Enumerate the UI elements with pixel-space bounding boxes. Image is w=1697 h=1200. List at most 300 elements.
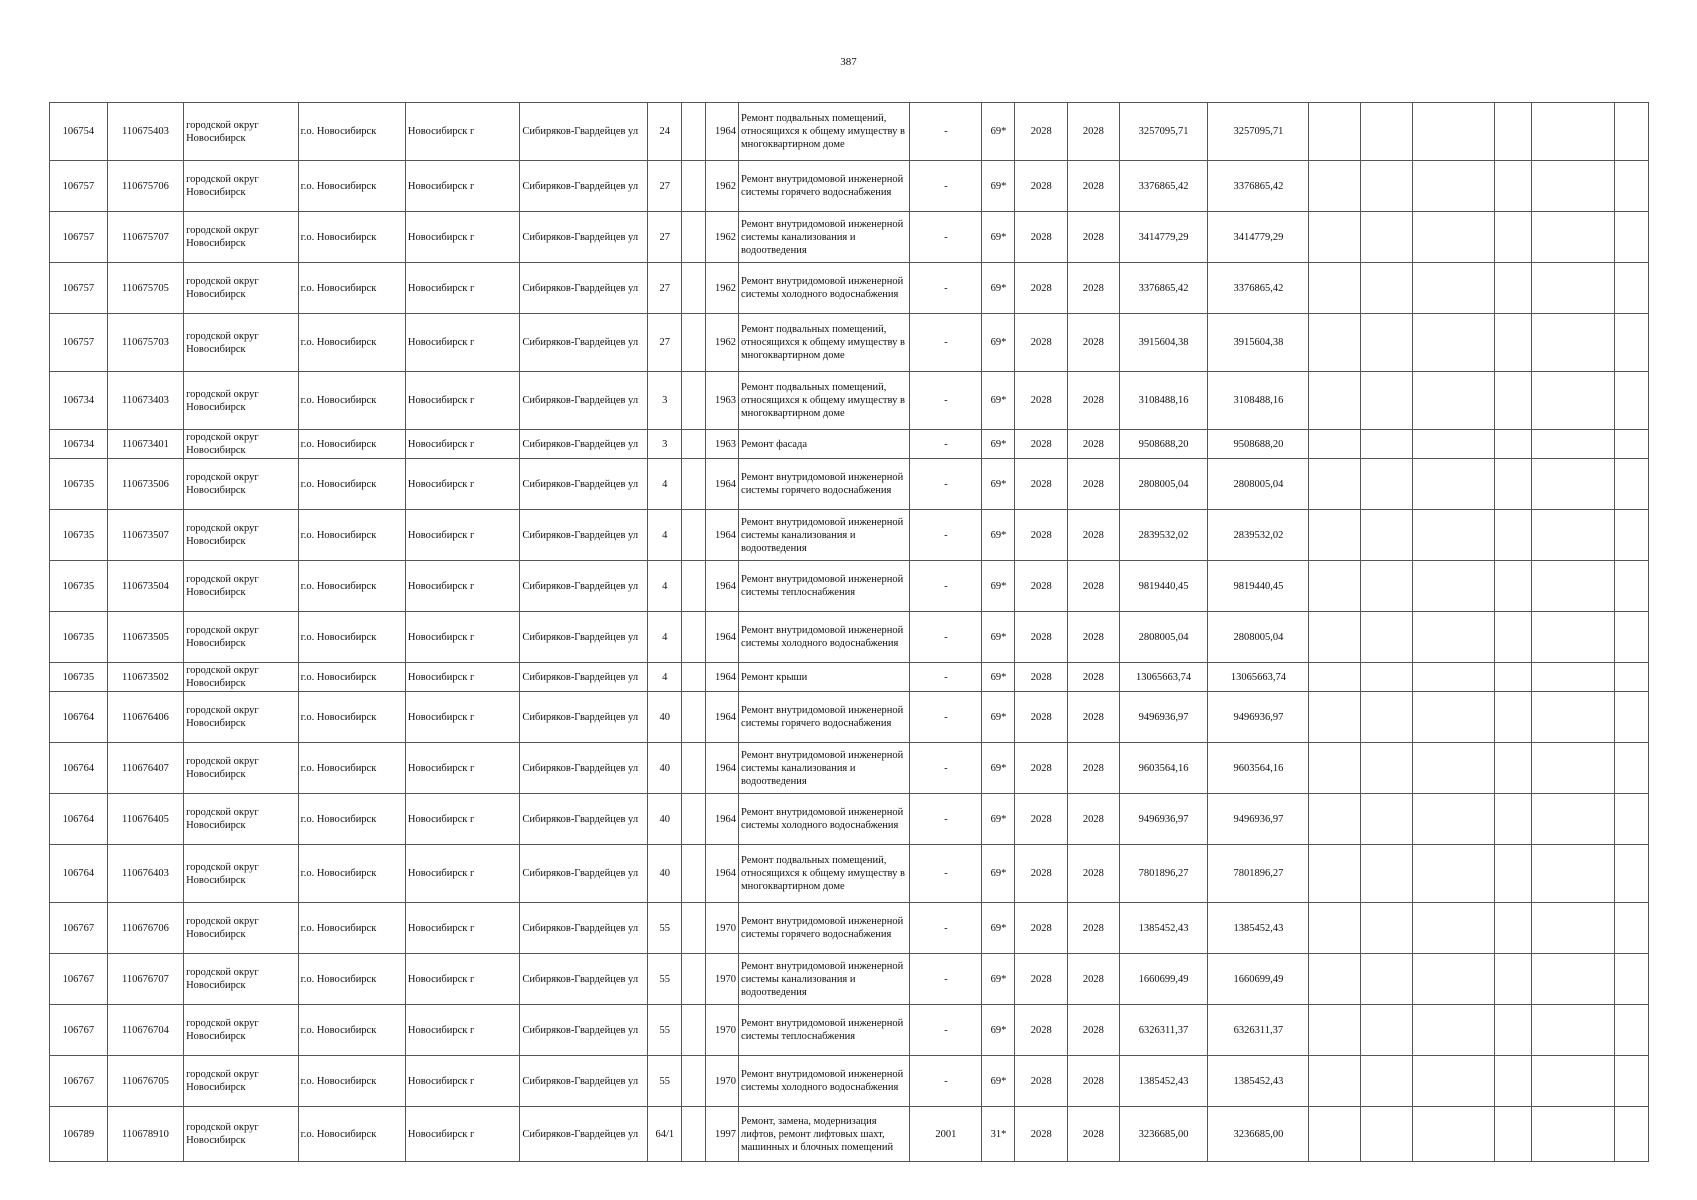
row-total: 2808005,04 [1208, 459, 1309, 510]
row-code: 110676403 [107, 845, 183, 903]
row-district: г.о. Новосибирск [298, 692, 405, 743]
row-empty-cell [1309, 663, 1361, 692]
row-empty-cell [1532, 372, 1615, 430]
row-empty-cell [1412, 692, 1495, 743]
table-row [50, 561, 1649, 612]
row-empty-cell [1309, 954, 1361, 1005]
row-cost: 9819440,45 [1119, 561, 1208, 612]
row-empty-cell [1532, 561, 1615, 612]
row-year-commission: - [910, 561, 982, 612]
row-district: г.о. Новосибирск [298, 212, 405, 263]
row-year: 1964 [706, 612, 739, 663]
row-district: г.о. Новосибирск [298, 845, 405, 903]
row-settlement: Новосибирск г [405, 692, 520, 743]
row-cost: 3376865,42 [1119, 263, 1208, 314]
table-row [50, 161, 1649, 212]
row-id: 106735 [50, 510, 108, 561]
row-empty-cell [1532, 1056, 1615, 1107]
row-house: 4 [648, 561, 682, 612]
row-empty-cell [1614, 903, 1648, 954]
row-district: г.о. Новосибирск [298, 314, 405, 372]
row-empty-cell [1495, 459, 1532, 510]
row-id: 106764 [50, 692, 108, 743]
row-wear: 69* [982, 794, 1015, 845]
row-year: 1964 [706, 510, 739, 561]
row-empty-cell [1495, 794, 1532, 845]
row-settlement: Новосибирск г [405, 1056, 520, 1107]
row-cost: 1385452,43 [1119, 903, 1208, 954]
row-empty-cell [1412, 663, 1495, 692]
row-settlement: Новосибирск г [405, 794, 520, 845]
row-work: Ремонт внутридомовой инженерной системы холодного водоснабжения [739, 1056, 910, 1107]
row-work: Ремонт внутридомовой инженерной системы холодного водоснабжения [739, 263, 910, 314]
row-empty-cell [1614, 161, 1648, 212]
row-total: 13065663,74 [1208, 663, 1309, 692]
row-empty-cell [1309, 510, 1361, 561]
row-house: 40 [648, 845, 682, 903]
row-id: 106789 [50, 1107, 108, 1162]
row-cost: 3376865,42 [1119, 161, 1208, 212]
row-plan-start: 2028 [1015, 794, 1068, 845]
row-district: г.о. Новосибирск [298, 430, 405, 459]
row-code: 110676407 [107, 743, 183, 794]
row-empty-cell [1361, 663, 1413, 692]
row-year: 1964 [706, 663, 739, 692]
row-id: 106757 [50, 314, 108, 372]
row-work: Ремонт, замена, модернизация лифтов, ремонт лифтовых шахт, машинных и блочных помещений [739, 1107, 910, 1162]
table-body [50, 103, 1649, 1162]
row-municipality: городской округ Новосибирск [184, 663, 299, 692]
table-row [50, 263, 1649, 314]
row-empty-cell [1532, 1005, 1615, 1056]
row-year-commission: 2001 [910, 1107, 982, 1162]
row-house: 40 [648, 743, 682, 794]
row-empty-cell [1614, 372, 1648, 430]
row-district: г.о. Новосибирск [298, 663, 405, 692]
row-house: 4 [648, 612, 682, 663]
row-year: 1962 [706, 212, 739, 263]
row-work: Ремонт подвальных помещений, относящихся к общему имуществу в многоквартирном доме [739, 103, 910, 161]
row-building [682, 663, 706, 692]
table-row [50, 612, 1649, 663]
row-total: 3376865,42 [1208, 263, 1309, 314]
row-year-commission: - [910, 794, 982, 845]
row-empty-cell [1361, 743, 1413, 794]
row-cost: 9496936,97 [1119, 794, 1208, 845]
table-row [50, 845, 1649, 903]
row-year-commission: - [910, 903, 982, 954]
row-plan-end: 2028 [1068, 510, 1120, 561]
row-empty-cell [1495, 430, 1532, 459]
row-district: г.о. Новосибирск [298, 161, 405, 212]
row-cost: 9496936,97 [1119, 692, 1208, 743]
row-empty-cell [1412, 161, 1495, 212]
row-year: 1970 [706, 1005, 739, 1056]
row-code: 110675403 [107, 103, 183, 161]
row-settlement: Новосибирск г [405, 459, 520, 510]
row-code: 110676707 [107, 954, 183, 1005]
row-plan-end: 2028 [1068, 263, 1120, 314]
row-work: Ремонт подвальных помещений, относящихся к общему имуществу в многоквартирном доме [739, 314, 910, 372]
row-code: 110673504 [107, 561, 183, 612]
row-empty-cell [1361, 372, 1413, 430]
row-empty-cell [1361, 103, 1413, 161]
row-wear: 69* [982, 1056, 1015, 1107]
row-wear: 69* [982, 954, 1015, 1005]
row-year: 1963 [706, 372, 739, 430]
row-empty-cell [1532, 903, 1615, 954]
row-empty-cell [1412, 510, 1495, 561]
row-wear: 69* [982, 372, 1015, 430]
row-house: 55 [648, 1056, 682, 1107]
row-house: 55 [648, 903, 682, 954]
row-empty-cell [1361, 459, 1413, 510]
row-year: 1970 [706, 1056, 739, 1107]
row-total: 3376865,42 [1208, 161, 1309, 212]
row-year: 1970 [706, 903, 739, 954]
row-empty-cell [1361, 1107, 1413, 1162]
row-empty-cell [1495, 692, 1532, 743]
row-empty-cell [1614, 430, 1648, 459]
row-code: 110675706 [107, 161, 183, 212]
row-id: 106734 [50, 372, 108, 430]
row-year-commission: - [910, 1005, 982, 1056]
row-municipality: городской округ Новосибирск [184, 1056, 299, 1107]
row-empty-cell [1532, 212, 1615, 263]
row-plan-end: 2028 [1068, 430, 1120, 459]
row-code: 110676706 [107, 903, 183, 954]
row-code: 110673502 [107, 663, 183, 692]
row-empty-cell [1532, 612, 1615, 663]
table-row [50, 314, 1649, 372]
row-cost: 3257095,71 [1119, 103, 1208, 161]
row-work: Ремонт внутридомовой инженерной системы горячего водоснабжения [739, 903, 910, 954]
row-code: 110676705 [107, 1056, 183, 1107]
row-code: 110673401 [107, 430, 183, 459]
row-work: Ремонт внутридомовой инженерной системы холодного водоснабжения [739, 794, 910, 845]
row-building [682, 263, 706, 314]
row-building [682, 612, 706, 663]
row-work: Ремонт подвальных помещений, относящихся к общему имуществу в многоквартирном доме [739, 845, 910, 903]
row-total: 3236685,00 [1208, 1107, 1309, 1162]
row-settlement: Новосибирск г [405, 663, 520, 692]
row-district: г.о. Новосибирск [298, 1005, 405, 1056]
row-work: Ремонт внутридомовой инженерной системы горячего водоснабжения [739, 459, 910, 510]
row-plan-start: 2028 [1015, 372, 1068, 430]
row-year: 1963 [706, 430, 739, 459]
row-cost: 3915604,38 [1119, 314, 1208, 372]
row-work: Ремонт внутридомовой инженерной системы канализования и водоотведения [739, 510, 910, 561]
row-total: 1385452,43 [1208, 1056, 1309, 1107]
row-plan-end: 2028 [1068, 1056, 1120, 1107]
row-street: Сибиряков-Гвардейцев ул [520, 794, 648, 845]
row-empty-cell [1495, 161, 1532, 212]
row-year-commission: - [910, 372, 982, 430]
row-cost: 2839532,02 [1119, 510, 1208, 561]
row-empty-cell [1614, 212, 1648, 263]
table-row [50, 903, 1649, 954]
row-year-commission: - [910, 459, 982, 510]
row-empty-cell [1495, 663, 1532, 692]
row-plan-start: 2028 [1015, 663, 1068, 692]
row-street: Сибиряков-Гвардейцев ул [520, 743, 648, 794]
row-house: 4 [648, 459, 682, 510]
row-cost: 2808005,04 [1119, 612, 1208, 663]
row-empty-cell [1361, 794, 1413, 845]
row-total: 7801896,27 [1208, 845, 1309, 903]
row-settlement: Новосибирск г [405, 1107, 520, 1162]
row-empty-cell [1532, 743, 1615, 794]
row-empty-cell [1412, 794, 1495, 845]
row-municipality: городской округ Новосибирск [184, 103, 299, 161]
row-empty-cell [1361, 263, 1413, 314]
row-empty-cell [1309, 430, 1361, 459]
row-settlement: Новосибирск г [405, 103, 520, 161]
row-wear: 69* [982, 561, 1015, 612]
row-plan-start: 2028 [1015, 103, 1068, 161]
row-year-commission: - [910, 743, 982, 794]
row-street: Сибиряков-Гвардейцев ул [520, 161, 648, 212]
row-empty-cell [1532, 1107, 1615, 1162]
row-cost: 6326311,37 [1119, 1005, 1208, 1056]
row-building [682, 459, 706, 510]
row-empty-cell [1309, 692, 1361, 743]
row-plan-end: 2028 [1068, 103, 1120, 161]
row-cost: 3108488,16 [1119, 372, 1208, 430]
row-building [682, 561, 706, 612]
row-building [682, 954, 706, 1005]
row-municipality: городской округ Новосибирск [184, 903, 299, 954]
capital-repair-table [49, 102, 1649, 1162]
row-empty-cell [1361, 612, 1413, 663]
row-year: 1964 [706, 692, 739, 743]
row-building [682, 1005, 706, 1056]
row-settlement: Новосибирск г [405, 161, 520, 212]
row-municipality: городской округ Новосибирск [184, 845, 299, 903]
table-row [50, 743, 1649, 794]
row-work: Ремонт внутридомовой инженерной системы горячего водоснабжения [739, 692, 910, 743]
row-total: 3915604,38 [1208, 314, 1309, 372]
row-total: 3414779,29 [1208, 212, 1309, 263]
row-settlement: Новосибирск г [405, 903, 520, 954]
row-empty-cell [1495, 314, 1532, 372]
row-cost: 9508688,20 [1119, 430, 1208, 459]
row-year-commission: - [910, 212, 982, 263]
row-municipality: городской округ Новосибирск [184, 459, 299, 510]
row-settlement: Новосибирск г [405, 612, 520, 663]
table-row [50, 459, 1649, 510]
row-empty-cell [1495, 263, 1532, 314]
row-empty-cell [1614, 663, 1648, 692]
row-empty-cell [1495, 1005, 1532, 1056]
row-work: Ремонт внутридомовой инженерной системы холодного водоснабжения [739, 612, 910, 663]
row-street: Сибиряков-Гвардейцев ул [520, 845, 648, 903]
row-house: 3 [648, 430, 682, 459]
row-empty-cell [1361, 903, 1413, 954]
row-total: 2808005,04 [1208, 612, 1309, 663]
row-house: 55 [648, 1005, 682, 1056]
row-street: Сибиряков-Гвардейцев ул [520, 612, 648, 663]
row-empty-cell [1412, 954, 1495, 1005]
row-empty-cell [1412, 561, 1495, 612]
row-plan-end: 2028 [1068, 459, 1120, 510]
row-plan-end: 2028 [1068, 794, 1120, 845]
row-empty-cell [1495, 1056, 1532, 1107]
row-empty-cell [1361, 212, 1413, 263]
row-empty-cell [1412, 103, 1495, 161]
row-id: 106764 [50, 794, 108, 845]
row-empty-cell [1614, 1056, 1648, 1107]
row-settlement: Новосибирск г [405, 743, 520, 794]
row-year-commission: - [910, 510, 982, 561]
row-wear: 69* [982, 103, 1015, 161]
row-wear: 31* [982, 1107, 1015, 1162]
row-empty-cell [1412, 743, 1495, 794]
row-empty-cell [1532, 510, 1615, 561]
row-cost: 2808005,04 [1119, 459, 1208, 510]
table-row [50, 1107, 1649, 1162]
row-municipality: городской округ Новосибирск [184, 510, 299, 561]
row-municipality: городской округ Новосибирск [184, 794, 299, 845]
row-code: 110673403 [107, 372, 183, 430]
row-year: 1962 [706, 263, 739, 314]
row-settlement: Новосибирск г [405, 561, 520, 612]
row-empty-cell [1614, 510, 1648, 561]
row-empty-cell [1532, 692, 1615, 743]
table-row [50, 430, 1649, 459]
row-total: 6326311,37 [1208, 1005, 1309, 1056]
row-year: 1964 [706, 743, 739, 794]
row-plan-end: 2028 [1068, 561, 1120, 612]
row-building [682, 212, 706, 263]
row-plan-end: 2028 [1068, 903, 1120, 954]
row-street: Сибиряков-Гвардейцев ул [520, 903, 648, 954]
row-total: 3108488,16 [1208, 372, 1309, 430]
row-empty-cell [1614, 263, 1648, 314]
row-plan-start: 2028 [1015, 161, 1068, 212]
row-id: 106767 [50, 903, 108, 954]
row-plan-start: 2028 [1015, 430, 1068, 459]
row-municipality: городской округ Новосибирск [184, 161, 299, 212]
row-plan-end: 2028 [1068, 845, 1120, 903]
row-id: 106757 [50, 161, 108, 212]
row-year: 1962 [706, 314, 739, 372]
row-empty-cell [1412, 612, 1495, 663]
row-cost: 7801896,27 [1119, 845, 1208, 903]
row-year: 1997 [706, 1107, 739, 1162]
row-district: г.о. Новосибирск [298, 561, 405, 612]
row-work: Ремонт внутридомовой инженерной системы горячего водоснабжения [739, 161, 910, 212]
row-year: 1970 [706, 954, 739, 1005]
row-empty-cell [1309, 103, 1361, 161]
row-empty-cell [1614, 314, 1648, 372]
row-empty-cell [1361, 845, 1413, 903]
row-empty-cell [1412, 1005, 1495, 1056]
row-municipality: городской округ Новосибирск [184, 263, 299, 314]
row-house: 3 [648, 372, 682, 430]
row-empty-cell [1412, 1107, 1495, 1162]
row-wear: 69* [982, 161, 1015, 212]
row-house: 40 [648, 692, 682, 743]
table-row [50, 692, 1649, 743]
row-empty-cell [1361, 1056, 1413, 1107]
row-plan-start: 2028 [1015, 1056, 1068, 1107]
row-house: 27 [648, 212, 682, 263]
row-year-commission: - [910, 263, 982, 314]
row-wear: 69* [982, 510, 1015, 561]
row-building [682, 794, 706, 845]
row-empty-cell [1309, 561, 1361, 612]
row-settlement: Новосибирск г [405, 263, 520, 314]
row-work: Ремонт внутридомовой инженерной системы канализования и водоотведения [739, 212, 910, 263]
row-empty-cell [1309, 903, 1361, 954]
row-plan-start: 2028 [1015, 263, 1068, 314]
row-year-commission: - [910, 314, 982, 372]
row-district: г.о. Новосибирск [298, 459, 405, 510]
row-empty-cell [1309, 314, 1361, 372]
row-empty-cell [1495, 903, 1532, 954]
row-settlement: Новосибирск г [405, 212, 520, 263]
row-work: Ремонт внутридомовой инженерной системы канализования и водоотведения [739, 743, 910, 794]
row-empty-cell [1614, 612, 1648, 663]
row-total: 2839532,02 [1208, 510, 1309, 561]
row-id: 106754 [50, 103, 108, 161]
row-plan-end: 2028 [1068, 212, 1120, 263]
row-plan-start: 2028 [1015, 510, 1068, 561]
row-work: Ремонт внутридомовой инженерной системы канализования и водоотведения [739, 954, 910, 1005]
row-wear: 69* [982, 663, 1015, 692]
row-house: 64/1 [648, 1107, 682, 1162]
row-work: Ремонт внутридомовой инженерной системы теплоснабжения [739, 1005, 910, 1056]
row-district: г.о. Новосибирск [298, 1107, 405, 1162]
row-plan-end: 2028 [1068, 663, 1120, 692]
row-empty-cell [1532, 161, 1615, 212]
row-plan-start: 2028 [1015, 1107, 1068, 1162]
row-wear: 69* [982, 612, 1015, 663]
row-settlement: Новосибирск г [405, 314, 520, 372]
row-building [682, 1056, 706, 1107]
row-empty-cell [1309, 459, 1361, 510]
row-id: 106767 [50, 954, 108, 1005]
table-row [50, 1056, 1649, 1107]
row-empty-cell [1361, 161, 1413, 212]
row-empty-cell [1412, 372, 1495, 430]
row-wear: 69* [982, 459, 1015, 510]
row-district: г.о. Новосибирск [298, 903, 405, 954]
row-empty-cell [1532, 103, 1615, 161]
row-building [682, 1107, 706, 1162]
row-empty-cell [1309, 372, 1361, 430]
row-plan-end: 2028 [1068, 743, 1120, 794]
row-empty-cell [1412, 903, 1495, 954]
row-building [682, 510, 706, 561]
row-empty-cell [1309, 612, 1361, 663]
row-municipality: городской округ Новосибирск [184, 1005, 299, 1056]
row-empty-cell [1412, 845, 1495, 903]
row-house: 27 [648, 263, 682, 314]
row-wear: 69* [982, 692, 1015, 743]
row-code: 110673507 [107, 510, 183, 561]
row-empty-cell [1495, 743, 1532, 794]
row-cost: 1660699,49 [1119, 954, 1208, 1005]
row-empty-cell [1412, 430, 1495, 459]
row-street: Сибиряков-Гвардейцев ул [520, 314, 648, 372]
row-empty-cell [1614, 794, 1648, 845]
row-empty-cell [1309, 743, 1361, 794]
row-street: Сибиряков-Гвардейцев ул [520, 663, 648, 692]
row-building [682, 743, 706, 794]
row-code: 110678910 [107, 1107, 183, 1162]
